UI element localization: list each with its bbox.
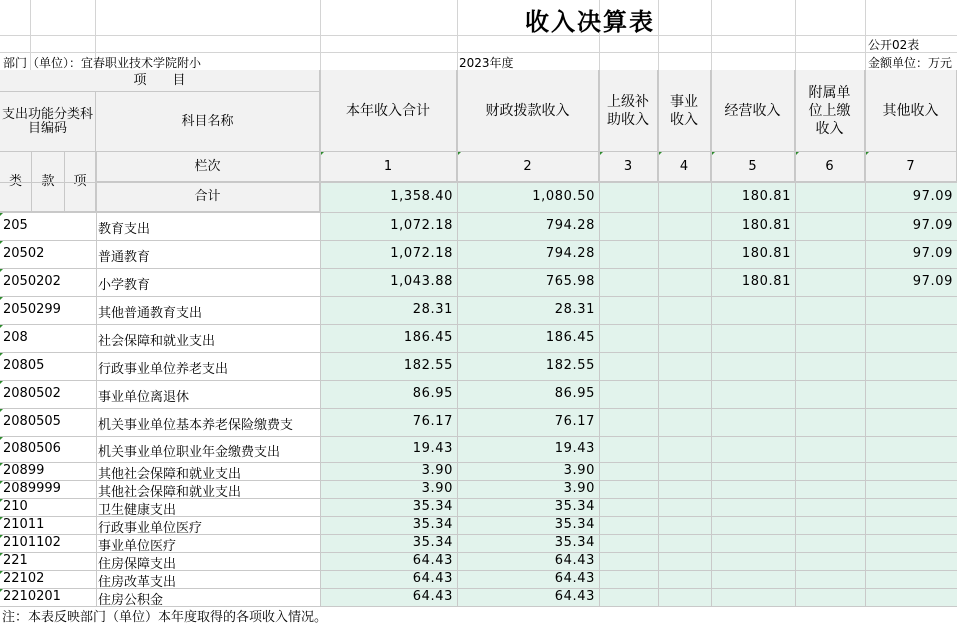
cell-background <box>795 462 865 480</box>
amount-cell: 794.28 <box>545 218 595 233</box>
amount-cell: 3.90 <box>421 481 453 496</box>
subject-code: 2101102 <box>3 535 61 550</box>
section-header: 款 <box>32 152 65 212</box>
cell-background <box>795 408 865 436</box>
category-header: 类 <box>0 152 32 212</box>
total-amount: 180.81 <box>741 189 791 204</box>
cell-background <box>658 462 711 480</box>
amount-cell: 76.17 <box>554 414 595 429</box>
total-label: 合计 <box>96 182 320 212</box>
amount-cell: 76.17 <box>412 414 453 429</box>
cell-background <box>795 212 865 240</box>
cell-background <box>795 240 865 268</box>
subject-name: 其他社会保障和就业支出 <box>98 485 242 500</box>
cell-background <box>658 480 711 498</box>
cell-background <box>865 588 957 606</box>
subject-name: 机关事业单位职业年金缴费支出 <box>98 445 281 460</box>
column-divider <box>865 70 866 606</box>
cell-background <box>658 552 711 570</box>
column-divider <box>658 70 659 606</box>
gridline <box>0 35 957 36</box>
cell-background <box>795 516 865 534</box>
cell-background <box>795 324 865 352</box>
column-header: 财政拨款收入 <box>457 70 599 152</box>
column-header: 其他收入 <box>865 70 957 152</box>
amount-cell: 97.09 <box>912 246 953 261</box>
cell-background <box>865 480 957 498</box>
cell-background <box>599 516 658 534</box>
cell-background <box>599 352 658 380</box>
row-divider <box>0 182 957 183</box>
cell-background <box>711 380 795 408</box>
amount-cell: 186.45 <box>403 330 453 345</box>
column-header: 本年收入合计 <box>320 70 457 152</box>
column-index-label: 栏次 <box>96 152 320 182</box>
cell-background <box>865 552 957 570</box>
cell-background <box>599 296 658 324</box>
amount-cell: 3.90 <box>421 463 453 478</box>
report-title: 收入决算表 <box>525 7 655 36</box>
cell-background <box>599 588 658 606</box>
subject-name-header: 科目名称 <box>96 92 320 152</box>
amount-cell: 64.43 <box>412 589 453 604</box>
cell-background <box>599 552 658 570</box>
subject-name: 教育支出 <box>98 222 151 237</box>
column-divider <box>795 70 796 606</box>
cell-background <box>658 534 711 552</box>
cell-background <box>658 182 711 212</box>
cell-background <box>795 352 865 380</box>
column-header: 上级补助收入 <box>599 70 658 152</box>
amount-cell: 180.81 <box>741 218 791 233</box>
row-divider <box>0 380 957 381</box>
cell-background <box>711 324 795 352</box>
cell-background <box>658 498 711 516</box>
row-divider <box>0 552 957 553</box>
column-number: 7 <box>865 152 957 182</box>
row-divider <box>0 352 957 353</box>
row-divider <box>0 240 957 241</box>
subject-name: 住房公积金 <box>98 593 164 608</box>
column-header: 经营收入 <box>711 70 795 152</box>
amount-cell: 35.34 <box>554 517 595 532</box>
cell-background <box>658 268 711 296</box>
cell-background <box>658 212 711 240</box>
column-divider <box>96 152 97 606</box>
cell-background <box>711 570 795 588</box>
subject-code: 20502 <box>3 246 45 261</box>
amount-cell: 35.34 <box>554 535 595 550</box>
cell-background <box>865 534 957 552</box>
subject-name: 普通教育 <box>98 250 151 265</box>
row-divider <box>0 570 957 571</box>
column-divider <box>320 70 321 606</box>
amount-cell: 180.81 <box>741 246 791 261</box>
amount-cell: 64.43 <box>554 553 595 568</box>
cell-background <box>599 212 658 240</box>
amount-cell: 1,072.18 <box>390 246 453 261</box>
subject-code: 2080502 <box>3 386 61 401</box>
cell-background <box>865 296 957 324</box>
column-header: 事业收入 <box>658 70 711 152</box>
subject-code: 20805 <box>3 358 45 373</box>
column-divider <box>457 70 458 606</box>
cell-background <box>795 182 865 212</box>
cell-background <box>711 516 795 534</box>
cell-background <box>599 324 658 352</box>
cell-background <box>658 408 711 436</box>
subject-code: 205 <box>3 218 28 233</box>
cell-background <box>658 516 711 534</box>
subject-name: 社会保障和就业支出 <box>98 334 216 349</box>
cell-background <box>599 498 658 516</box>
subject-code: 21011 <box>3 517 45 532</box>
cell-background <box>865 380 957 408</box>
column-header: 附属单位上缴收入 <box>795 70 865 152</box>
column-number: 6 <box>795 152 865 182</box>
cell-background <box>795 588 865 606</box>
row-divider <box>0 534 957 535</box>
footnote: 注：本表反映部门（单位）本年度取得的各项收入情况。 <box>2 610 328 625</box>
subject-name: 住房保障支出 <box>98 557 177 572</box>
cell-background <box>795 268 865 296</box>
cell-background <box>658 380 711 408</box>
fiscal-year: 2023年度 <box>459 56 514 70</box>
subject-code: 2080505 <box>3 414 61 429</box>
cell-background <box>599 462 658 480</box>
cell-background <box>711 408 795 436</box>
department-label: 部门（单位）：宜春职业技术学院附小 <box>3 56 202 70</box>
row-divider <box>0 296 957 297</box>
row-divider <box>0 462 957 463</box>
subject-name: 其他普通教育支出 <box>98 306 203 321</box>
cell-background <box>711 436 795 462</box>
total-amount: 97.09 <box>912 189 953 204</box>
column-divider <box>599 70 600 606</box>
row-divider <box>0 588 957 589</box>
cell-background <box>599 534 658 552</box>
amount-cell: 28.31 <box>412 302 453 317</box>
cell-background <box>658 296 711 324</box>
subject-code: 210 <box>3 499 28 514</box>
amount-cell: 28.31 <box>554 302 595 317</box>
cell-background <box>658 240 711 268</box>
subject-code: 2050299 <box>3 302 61 317</box>
total-amount: 1,080.50 <box>532 189 595 204</box>
subject-name: 行政事业单位医疗 <box>98 521 203 536</box>
column-number: 1 <box>320 152 457 182</box>
cell-background <box>795 480 865 498</box>
cell-background <box>795 570 865 588</box>
cell-background <box>599 380 658 408</box>
cell-background <box>865 324 957 352</box>
cell-background <box>865 516 957 534</box>
subject-code: 2210201 <box>3 589 61 604</box>
cell-background <box>599 408 658 436</box>
table-number: 公开02表 <box>868 38 920 52</box>
cell-background <box>599 240 658 268</box>
row-divider <box>0 324 957 325</box>
amount-cell: 64.43 <box>412 553 453 568</box>
amount-cell: 180.81 <box>741 274 791 289</box>
subject-name: 事业单位医疗 <box>98 539 177 554</box>
cell-background <box>599 268 658 296</box>
column-divider <box>711 70 712 606</box>
amount-cell: 3.90 <box>563 463 595 478</box>
amount-cell: 35.34 <box>412 535 453 550</box>
cell-background <box>599 480 658 498</box>
cell-background <box>795 534 865 552</box>
column-number: 3 <box>599 152 658 182</box>
row-divider <box>0 480 957 481</box>
cell-background <box>711 498 795 516</box>
column-number: 5 <box>711 152 795 182</box>
cell-background <box>599 182 658 212</box>
row-divider <box>0 212 957 213</box>
subject-name: 机关事业单位基本养老保险缴费支 <box>98 418 294 433</box>
cell-background <box>711 462 795 480</box>
cell-background <box>865 498 957 516</box>
amount-cell: 64.43 <box>554 571 595 586</box>
subject-code: 2080506 <box>3 441 61 456</box>
cell-background <box>658 570 711 588</box>
subject-code: 20899 <box>3 463 45 478</box>
amount-cell: 182.55 <box>403 358 453 373</box>
row-divider <box>0 516 957 517</box>
amount-cell: 19.43 <box>554 441 595 456</box>
amount-cell: 765.98 <box>545 274 595 289</box>
amount-cell: 86.95 <box>412 386 453 401</box>
amount-cell: 64.43 <box>412 571 453 586</box>
cell-background <box>795 552 865 570</box>
column-number: 4 <box>658 152 711 182</box>
gridline <box>0 52 957 53</box>
subject-code: 22102 <box>3 571 45 586</box>
cell-background <box>658 436 711 462</box>
amount-cell: 97.09 <box>912 274 953 289</box>
amount-cell: 186.45 <box>545 330 595 345</box>
subject-name: 事业单位离退休 <box>98 390 190 405</box>
amount-cell: 3.90 <box>563 481 595 496</box>
cell-background <box>711 534 795 552</box>
cell-background <box>711 352 795 380</box>
amount-cell: 35.34 <box>554 499 595 514</box>
subject-code: 221 <box>3 553 28 568</box>
total-amount: 1,358.40 <box>390 189 453 204</box>
cell-background <box>711 296 795 324</box>
cell-background <box>658 588 711 606</box>
row-divider <box>0 436 957 437</box>
cell-background <box>599 570 658 588</box>
amount-unit: 金额单位：万元 <box>868 56 953 70</box>
amount-cell: 97.09 <box>912 218 953 233</box>
subject-name: 小学教育 <box>98 278 151 293</box>
amount-cell: 64.43 <box>554 589 595 604</box>
amount-cell: 794.28 <box>545 246 595 261</box>
cell-background <box>711 480 795 498</box>
cell-background <box>795 296 865 324</box>
cell-background <box>795 498 865 516</box>
amount-cell: 86.95 <box>554 386 595 401</box>
row-divider <box>0 498 957 499</box>
subject-name: 卫生健康支出 <box>98 503 177 518</box>
subject-name: 其他社会保障和就业支出 <box>98 467 242 482</box>
cell-background <box>865 436 957 462</box>
cell-background <box>865 408 957 436</box>
subject-name: 住房改革支出 <box>98 575 177 590</box>
row-divider <box>0 408 957 409</box>
amount-cell: 35.34 <box>412 499 453 514</box>
amount-cell: 35.34 <box>412 517 453 532</box>
column-number: 2 <box>457 152 599 182</box>
subject-code: 2050202 <box>3 274 61 289</box>
item-code-header: 项 <box>65 152 96 212</box>
amount-cell: 1,043.88 <box>390 274 453 289</box>
subject-code: 208 <box>3 330 28 345</box>
item-header: 项 目 <box>0 70 320 92</box>
function-code-header: 支出功能分类科目编码 <box>0 92 96 152</box>
cell-background <box>711 552 795 570</box>
amount-cell: 1,072.18 <box>390 218 453 233</box>
subject-name: 行政事业单位养老支出 <box>98 362 229 377</box>
row-divider <box>0 268 957 269</box>
cell-background <box>599 436 658 462</box>
cell-background <box>658 324 711 352</box>
cell-background <box>865 462 957 480</box>
cell-background <box>658 352 711 380</box>
cell-background <box>795 436 865 462</box>
amount-cell: 19.43 <box>412 441 453 456</box>
amount-cell: 182.55 <box>545 358 595 373</box>
cell-background <box>711 588 795 606</box>
cell-background <box>795 380 865 408</box>
cell-background <box>865 570 957 588</box>
subject-code: 2089999 <box>3 481 61 496</box>
cell-background <box>865 352 957 380</box>
